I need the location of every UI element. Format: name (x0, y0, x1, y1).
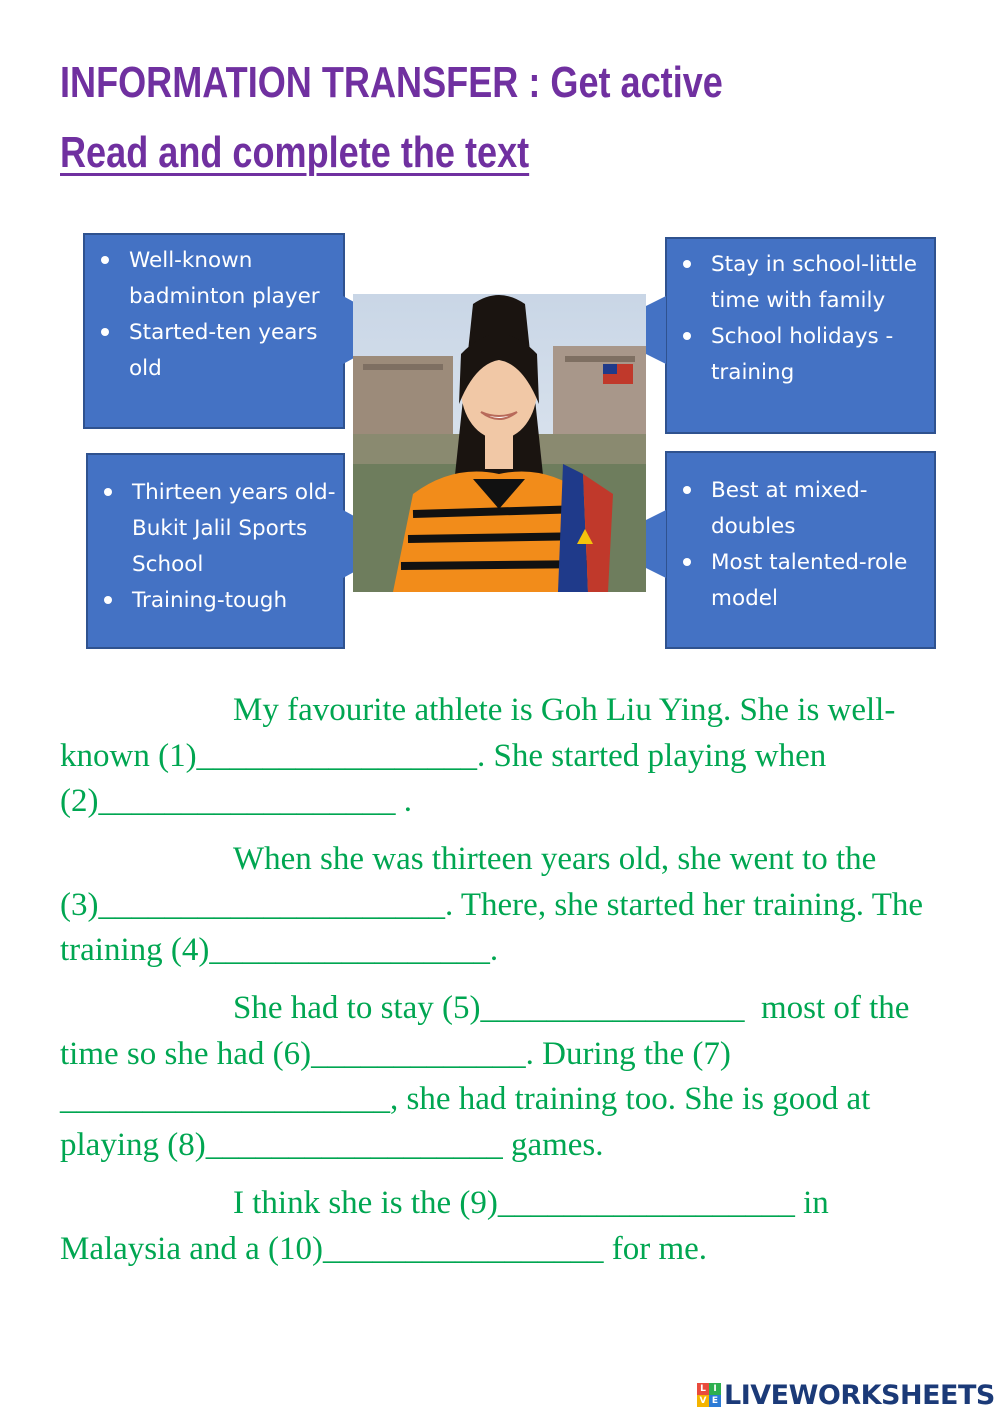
info-box-bottom-right (665, 451, 936, 649)
paragraph-text: When she was thirteen years old, she went to the (3)_____________________. There, she started her training. The training (4)_________________. (60, 841, 932, 968)
info-box-top-left (83, 233, 345, 429)
info-bullet: Thirteen years old- Bukit Jalil Sports School (88, 475, 343, 583)
info-bullet: Well-known badminton player (85, 243, 343, 315)
logo-letter: I (709, 1383, 721, 1395)
logo-letter: E (709, 1395, 721, 1407)
liveworksheets-logo-icon (697, 1383, 721, 1407)
info-bullet: Stay in school-little time with family (667, 247, 934, 319)
liveworksheets-logo (697, 1378, 995, 1412)
info-bullet: School holidays - training (667, 319, 934, 391)
info-bullet: Started-ten years old (85, 315, 343, 387)
info-bullet: Training-tough (88, 583, 343, 619)
paragraph-3 (60, 986, 940, 1168)
logo-letter: L (697, 1383, 709, 1395)
paragraph-text: My favourite athlete is Goh Liu Ying. She is well-known (1)_________________. She started playing when (2)__________________ . (60, 692, 896, 819)
paragraph-2 (60, 837, 940, 974)
paragraph-1 (60, 688, 940, 825)
info-box-top-right (665, 237, 936, 434)
logo-letter: V (697, 1395, 709, 1407)
info-box-bottom-left (86, 453, 345, 649)
paragraph-4 (60, 1181, 940, 1272)
brand-name: LIVEWORKSHEETS (724, 1379, 995, 1411)
info-bullet: Most talented-role model (667, 545, 934, 617)
paragraph-text: She had to stay (5)________________ most of the time so she had (6)_____________. During the (7) ____________________, she had training too. She is good at playing (8)__________________ games. (60, 990, 918, 1163)
info-bullet: Best at mixed-doubles (667, 473, 934, 545)
page-title: INFORMATION TRANSFER : Get active (60, 58, 723, 107)
athlete-photo (353, 294, 646, 592)
page-subtitle: Read and complete the text (60, 128, 530, 177)
paragraph-text: I think she is the (9)__________________ in Malaysia and a (10)_________________ for me. (60, 1185, 838, 1267)
